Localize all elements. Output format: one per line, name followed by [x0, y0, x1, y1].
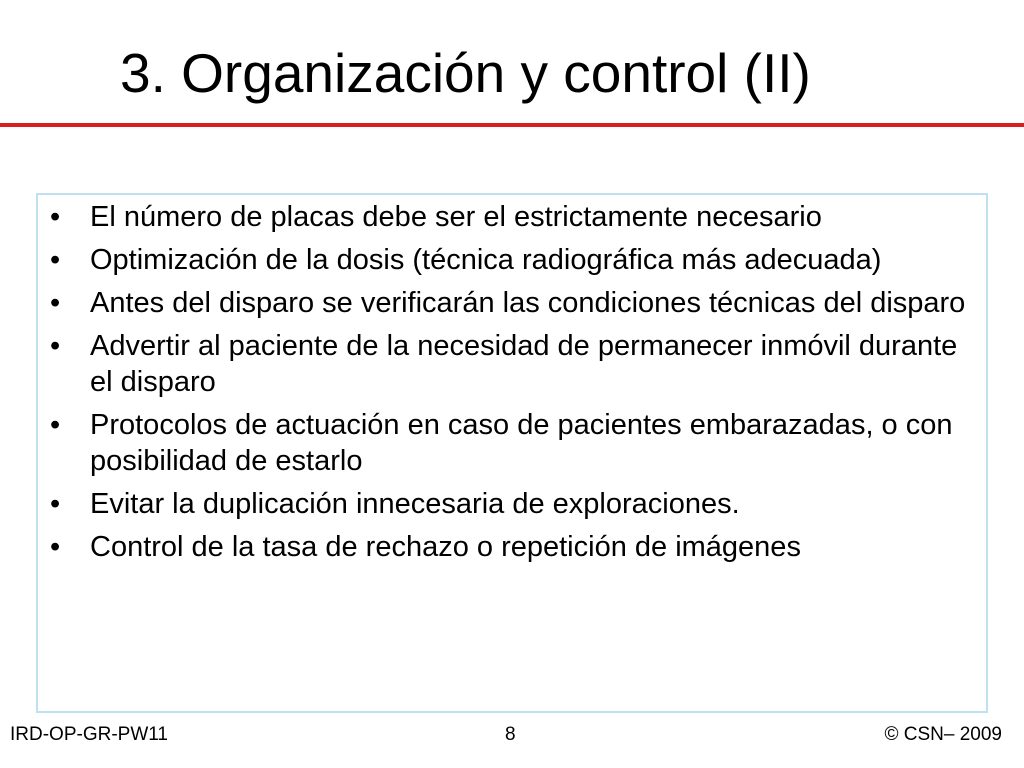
- bullet-icon: •: [50, 244, 61, 276]
- bullet-text: Optimización de la dosis (técnica radiográfica más adecuada): [90, 244, 882, 276]
- bullet-item: [50, 285, 970, 321]
- bullet-text: Evitar la duplicación innecesaria de exploraciones.: [90, 488, 740, 520]
- footer-copyright: © CSN– 2009: [884, 724, 1002, 745]
- bullet-item: [50, 407, 970, 479]
- bullet-item: [50, 242, 970, 278]
- footer-document-code: IRD-OP-GR-PW11: [10, 724, 168, 745]
- footer-page-number: 8: [505, 724, 516, 745]
- bullet-icon: •: [50, 488, 61, 520]
- bullet-item: [50, 328, 970, 400]
- bullet-icon: •: [50, 409, 61, 441]
- bullet-text: Control de la tasa de rechazo o repetición de imágenes: [90, 531, 801, 563]
- content-box: [36, 193, 988, 713]
- bullet-icon: •: [50, 287, 61, 319]
- title-underline: [0, 123, 1024, 127]
- bullet-icon: •: [50, 201, 61, 233]
- bullet-text: Protocolos de actuación en caso de pacientes embarazadas, o con posibilidad de estarlo: [90, 409, 953, 477]
- bullet-text: El número de placas debe ser el estrictamente necesario: [90, 201, 822, 233]
- slide-title: 3. Organización y control (II): [120, 42, 811, 104]
- bullet-icon: •: [50, 330, 61, 362]
- bullet-item: [50, 529, 970, 565]
- bullet-item: [50, 199, 970, 235]
- bullet-list: [50, 199, 970, 572]
- bullet-text: Advertir al paciente de la necesidad de permanecer inmóvil durante el disparo: [90, 330, 958, 398]
- bullet-icon: •: [50, 531, 61, 563]
- bullet-item: [50, 486, 970, 522]
- bullet-text: Antes del disparo se verificarán las condiciones técnicas del disparo: [90, 287, 966, 319]
